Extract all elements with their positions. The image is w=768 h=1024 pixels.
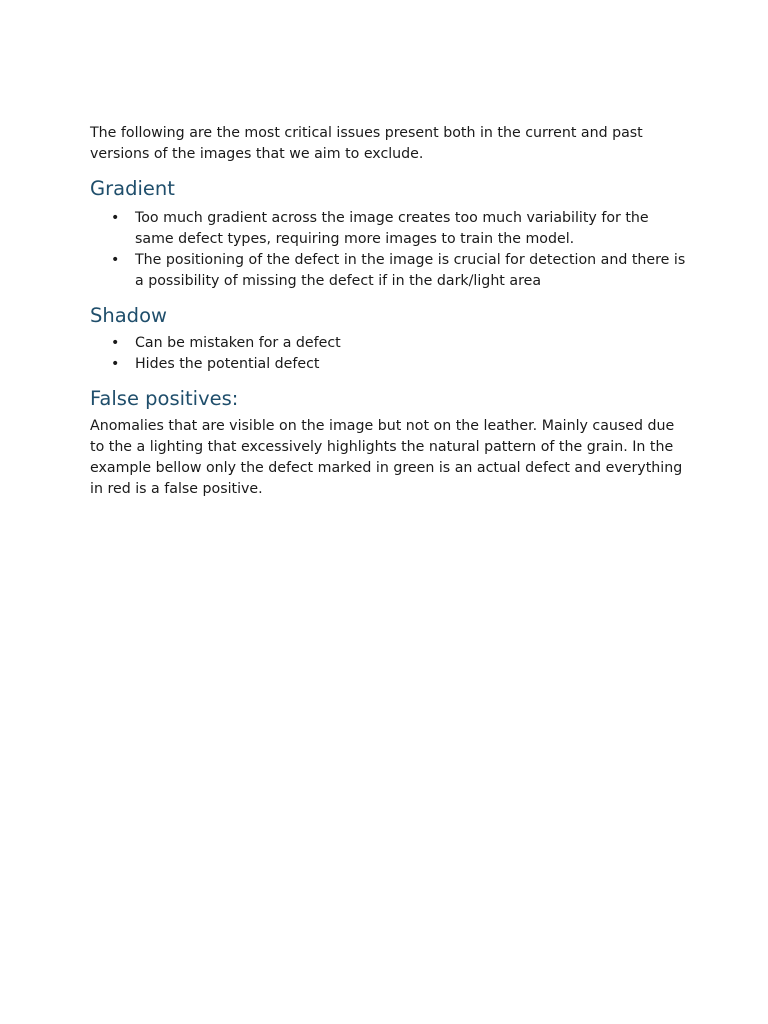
list-item [90, 208, 686, 250]
list-item [90, 333, 686, 354]
list-item-text: The positioning of the defect in the image is crucial for detection and there is a possibility of missing the defect if in the dark/light area [135, 252, 686, 289]
list-item-text: Hides the potential defect [135, 356, 320, 372]
shadow-bullet-list [90, 333, 686, 375]
gradient-bullet-list [90, 208, 686, 292]
heading-gradient: Gradient [90, 177, 175, 200]
bullet-glyph: • [111, 335, 120, 351]
document-page [90, 123, 686, 500]
bullet-glyph: • [111, 356, 120, 372]
list-item [90, 354, 686, 375]
bullet-glyph: • [111, 252, 120, 268]
list-item [90, 250, 686, 292]
false-positives-paragraph: Anomalies that are visible on the image but not on the leather. Mainly caused due to the a lighting that excessively highlights the natural pattern of the grain. In the example bellow only the defect marked in green is an actual defect and everything in red is a false positive. [90, 418, 683, 497]
intro-paragraph: The following are the most critical issues present both in the current and past versions of the images that we aim to exclude. [90, 125, 643, 162]
bullet-glyph: • [111, 210, 120, 226]
heading-shadow: Shadow [90, 304, 167, 327]
list-item-text: Too much gradient across the image creates too much variability for the same defect types, requiring more images to train the model. [135, 210, 649, 247]
list-item-text: Can be mistaken for a defect [135, 335, 341, 351]
heading-false-positives: False positives: [90, 387, 239, 410]
